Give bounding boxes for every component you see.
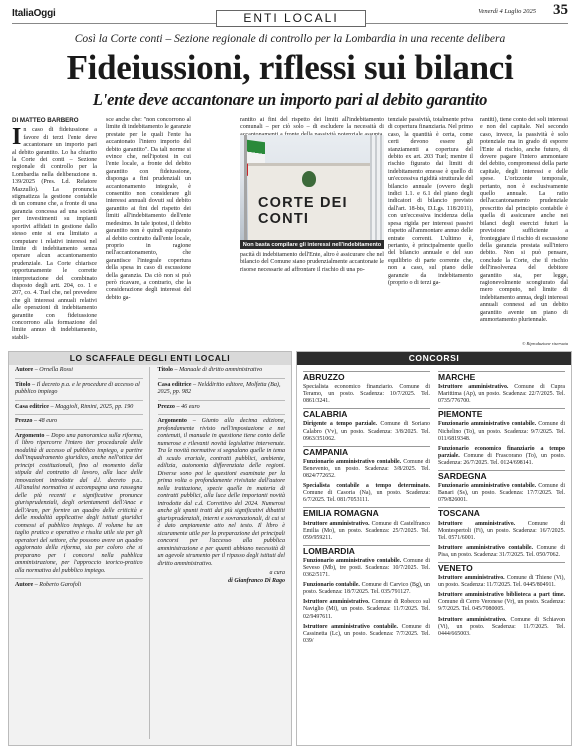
copyright-notice: © Riproduzione riservata (522, 340, 568, 346)
field-label: Autore (15, 367, 34, 373)
curator-name: di Gianfranco Di Rago (228, 577, 285, 584)
job-listing (303, 521, 430, 542)
job-title: Funzionario amministrativo contabile. (438, 483, 537, 490)
job-details: Comune di Soriano Calabro (Vv), un posto. Scadenza: 3/8/2025. Tel. 0963/351062. (303, 421, 430, 442)
article-column-4 (388, 117, 473, 287)
book-author: Ornella Rossi (39, 367, 73, 373)
region-heading: MARCHE (438, 371, 565, 381)
job-details: Comune di Frascorano (To), un posto. Scadenza: 26/7/2025. Tel. 0124/698141. (438, 452, 565, 466)
region-heading: VENETO (438, 562, 565, 572)
job-details: Comune di Montespertoli (Fi), un posto. Scadenza: 16/7/2025. Tel. 0571/6001. (438, 520, 565, 541)
job-title: Funzionario amministrativo contabile. (303, 458, 402, 465)
column-stripes (370, 135, 384, 240)
job-listing (438, 384, 565, 405)
job-title: Dirigente a tempo parziale. (303, 421, 378, 428)
region-heading: EMILIA ROMAGNA (303, 507, 430, 517)
article-column-1 (12, 117, 97, 342)
job-listing (303, 384, 430, 405)
book-review-2: Titolo – Manuale di diritto amministrativo Casa editrice – Nelddiritto editore, Molfetta (Ba), 2025, pp. 982 Prezzo – 46 euro Argomento – Giunto alla decima edizione, profondamente rivisto nell'impostazione e nei contenuti, il manuale in questione tiene conto delle numerose e rilevanti novità legislative intervenute. Tra le novità normative si segnalano quelle in tema di scudo erariale, contratti pubblici, ambiente, edilizia, autonomia differenziata delle regioni. Diverse sono poi le questioni esaminate per la prima volta o profondamente rivisitate dall'autore nella trattazione, specie quelle in materia di contratti pubblici, alla luce delle importanti novità introdotte dal c.d. Correttivo del 2024. Numerosi anche gli spunti tratti dai più significativi dibattiti giurisprudenziali, interni e sovranazionali, di cui si è dato ampiamente atto nel testo. Il libro è sicuramente utile per la preparazione dei principali concorsi per l'accesso alla pubblica amministrazione e per quanti abbiano necessità di un agevole strumento per il ripasso degli istituti del diritto amministrativo. a cura di Gianfranco Di Rago (157, 367, 286, 584)
job-title: Funzionario economico finanziario a tempo parziale. (438, 445, 565, 459)
article-deck: L'ente deve accantonare un importo pari al debito garantito (92, 90, 488, 109)
book-publisher: Nelddiritto editore, Molfetta (Ba), 2025, pp. 982 (157, 381, 281, 395)
region-heading: CALABRIA (303, 408, 430, 418)
region-heading: TOSCANA (438, 507, 565, 517)
building-sign: CORTE DEI CONTI (258, 195, 348, 227)
byline-author[interactable]: MATTEO BARBERO (19, 117, 79, 124)
section-label[interactable]: ENTI LOCALI (216, 10, 366, 27)
corte-dei-conti-photo[interactable] (240, 135, 384, 240)
article-text: n caso di fideiussione a favore di terzi l'ente deve accantonare un importo pari al debito garantito. Lo ha chiarito la Corte dei conti – Sezione regionale di controllo per la Lombardia nella deliberazione n. 139/2025 (Pres. Ld. Relatore Mazzullo). La pronuncia stigmatizza la gestione contabile di un comune che, a fronte di una garanzia concessa ad una società per investimenti su impianti sportivi affidati in gestione dallo stesso ente si era limitato a computare i relativi interessi nel limite di indebitamento senza operare alcun accantonamento prudenziale. La Corte chiarisce opportunamente le corrette interpretazione del combinato disposto degli artt. 204, co. 1 e 207, co. 4. Tuel che, nel prevedere che gli interessi annuali relativi alle operazioni di indebitamento garantite con fideiussione concorrono alla formazione del limite annuo di indebitamento, stabili- (12, 127, 97, 341)
book-price: 46 euro (181, 403, 200, 410)
curator-credit (158, 570, 286, 585)
article-column-5 (480, 117, 568, 324)
job-listing (438, 592, 565, 613)
region-heading: CAMPANIA (303, 446, 430, 456)
article-text: rantiti), tiene conto dei soli interessi e non del capitale. Nel secondo caso, invece, la passività è solo potenziale ma in grado di esporre l'Ente al rischio, anche futuro, di dovere pagare l'intero ammontare del debito, compromessi della parte capitale, degli interessi e delle spese. L'orizzonte temporale, pertanto, non è esclusivamente quello annuale. La ratio dell'accantonamento prudenziale prescritto dal principio contabile è quella di assicurare anche nei bilanci degli esercizi futuri la previsione sufficiente a fronteggiare il rischio di escussione della garanzia prestata sull'intero debito. Non si può pensare, conclude la Corte, che il rischio dell'insolvenza del debitore garantito sia, per legge, ragionevolmente scongiurato dal mero computo, nel limite di indebitamento annua, degli interessi annuali connessi ad un debito garantito avente un piano di ammortamento pluriennale. (480, 117, 568, 323)
job-listing (438, 617, 565, 638)
book-summary: Dopo una panoramica sulla riforma, il libro ripercorre l'intero iter procedurale delle modalità di accesso al pubblico impiego, a partire dall'inquadramento giuridico, anche nell'ottica dei principi costituzionali, fino al momento della stipula del contratto di lavoro, alla luce delle innovazioni introdotte dal d.l. decreto p.a.. All'analisi normativa si accompagna una rassegna delle più recenti e significative pronunce giurisprudenziali, degli orientamenti dell'Anac e dell'Aran, per fornire un quadro delle criticità e delle modalità applicative degli istituti giuridici connessi al pubblico impiego. Il volume ha un taglio pratico e operativo e risulta utile sia per gli operatori del settore, che possono avere un quadro aggiornato della riforma, sia per coloro che si preparano per i concorsi nella pubblica amministrazione, per l'approccio teorico-pratico alla normativa del pubblico impiego. (15, 432, 143, 574)
job-title: Istruttore amministrativo. (438, 616, 507, 623)
job-details: Comune di Nichelino (To), un posto. Scadenza: 9/7/2025. Tel. 011/6819348. (438, 421, 565, 442)
region-heading: ABRUZZO (303, 371, 430, 381)
job-title: Funzionario contabile. (303, 582, 360, 589)
job-listing (303, 459, 430, 480)
scaffale-header: LO SCAFFALE DEGLI ENTI LOCALI (9, 352, 291, 365)
job-title: Istruttore amministrativo biblioteca a part time. (438, 592, 565, 599)
job-title: Istruttore amministrativo contabile. (438, 544, 533, 551)
job-details: Comune di Seveso (Mb), tre posti. Scadenza: 10/7/2025. Tel. 0362/5171. (303, 557, 430, 579)
republic-emblem-icon (302, 171, 316, 187)
field-label: Titolo (15, 381, 31, 388)
job-listing (438, 521, 565, 542)
job-details: Comune di Thiene (Vi), un posto. Scadenza: 11/7/2025. Tel. 0445/804911. (438, 575, 565, 589)
job-title: Istruttore amministrativo. (438, 520, 516, 527)
job-title: Istruttore amministrativo. (303, 599, 370, 606)
job-listing (303, 624, 430, 645)
job-details: Comune di Cassinetta (Lc), un posto. Scadenza: 7/7/2025. Tel. 039/ (303, 623, 430, 644)
job-listing (438, 446, 565, 467)
job-details: Comune di Carvico (Bg), un posto. Scadenza: 18/7/2025. Tel. 035/791127. (303, 582, 430, 596)
article-column-3 (240, 117, 384, 135)
region-heading: LOMBARDIA (303, 545, 430, 555)
book-price: 48 euro (38, 418, 58, 424)
article-text: rantito ai fini del rispetto dei limiti all'indebitamento comunali – per ciò solo – di escludere la necessità di (240, 117, 384, 131)
job-details: Comune di Pisa, un posto. Scadenza: 31/7/2025. Tel. 050/7062. (438, 544, 565, 558)
book-title: Manuale di diritto amministrativo (179, 367, 263, 373)
job-title: Istruttore amministrativo contabile. (303, 623, 398, 630)
article-text: sce anche che: "non concorrono al limite di indebitamento le garanzie prestate per le quali l'ente ha accantonato l'intero importo del debito garantito". Da tali norme si evince che, nell'ipotesi in cui l'ente locale, a fronte del debito garantito con fideiussione, disponga a fini prudenziali un accantonamento integrale, è consentito non considerare gli interessi annuali dovuti sul debito garantito ai fini del rispetto dei limiti all'indebitamento dell'ente medesimo. In tale ipotesi, il debito garantito non è quindi equiparato al debito contratto dall'ente locale, proprio in ragione nell'accantonamento, che garantisce l'integrale copertura della spesa in caso di escussione della garanzia. Da ciò non si può però ricavare, a contrario, che la considerazione degli interessi del debito ga- (106, 117, 191, 301)
article-text: pacità di indebitamento dell'Ente, altro è assicurare che nel bilancio del Comune siano prudenzialmente accantonate le risorse necessarie ad affrontare il rischio di una po- (240, 252, 384, 273)
job-listing (303, 421, 430, 442)
job-title: Istruttore amministrativo. (438, 384, 509, 391)
job-listing (438, 545, 565, 559)
job-listing (438, 483, 565, 504)
job-listing (303, 599, 430, 620)
job-listing (303, 582, 430, 596)
field-label: Autore (15, 582, 34, 588)
article-headline[interactable]: Fideiussioni, riflessi sui bilanci (66, 48, 514, 87)
region-heading: SARDEGNA (438, 470, 565, 480)
concorsi-column-right (438, 368, 565, 741)
concorsi-column-left (303, 368, 430, 741)
book-summary: Giunto alla decima edizione, profondamente rivisto nell'impostazione e nei contenuti, il manuale in questione tiene conto delle numerose e rilevanti novità legislative intervenute. Tra le novità normative si segnalano quelle in tema di scudo erariale, contratti pubblici, ambiente, edilizia, autonomia differenziata delle regioni. Diverse sono poi le questioni esaminate per la prima volta o profondamente rivisitate dall'autore nella trattazione, specie quelle in materia di contratti pubblici, alla luce delle importanti novità introdotte dal c.d. Correttivo del 2024. Numerosi anche gli spunti tratti dai più significativi dibattiti giurisprudenziali, interni e sovranazionali, di cui si è dato ampiamente atto nel testo. Il libro è sicuramente utile per la preparazione dei principali concorsi per l'accesso alla pubblica amministrazione e per quanti abbiano necessità di un agevole strumento per il ripasso degli istituti del diritto amministrativo. (157, 418, 286, 567)
book-publisher: Maggioli, Rimini, 2025, pp. 190 (55, 403, 134, 410)
job-title: Funzionario amministrativo contabile. (438, 421, 537, 428)
field-label: Prezzo (15, 418, 33, 424)
concorsi-box (296, 351, 572, 746)
field-label: Prezzo (157, 403, 175, 410)
field-label: Argomento (157, 418, 187, 424)
job-details: Comune di Cerro Veronese (Vr), un posto. Scadenza: 9/7/2025. Tel. 045/7080005. (438, 599, 565, 613)
book-author: Roberto Garofoli (39, 582, 82, 588)
job-listing (303, 558, 430, 579)
byline-prefix: DI (12, 117, 19, 124)
field-label: Casa editrice (157, 381, 192, 388)
job-title: Specialista contabile a tempo determinato. (303, 483, 430, 490)
book-review-1: Autore – Ornella Rossi Titolo – Il decreto p.a. e le procedure di accesso al pubblico impiego Casa editrice – Maggioli, Rimini, 2025, pp. 190 Prezzo – 48 euro Argomento – Dopo una panoramica sulla riforma, il libro ripercorre l'intero iter procedurale delle modalità di accesso al pubblico impiego, a partire dall'inquadramento giuridico, anche nell'ottica dei principi costituzionali, fino al momento della stipula del contratto di lavoro, alla luce delle innovazioni introdotte dal d.l. decreto p.a.. All'analisi normativa si accompagna una rassegna delle più recenti e significative pronunce giurisprudenziali, degli orientamenti dell'Anac e dell'Aran, per fornire un quadro delle criticità e delle modalità applicative degli istituti giuridici connessi al pubblico impiego. Il volume ha un taglio pratico e operativo e risulta utile sia per gli operatori del settore, che possono avere un quadro aggiornato della riforma, sia per coloro che si preparano per i concorsi nella pubblica amministrazione, per l'approccio teorico-pratico alla normativa del pubblico impiego. Autore – Roberto Garofoli (15, 367, 150, 739)
job-details: Comune di Benevento, un posto. Scadenza: 3/8/2025. Tel. 0824/772652. (303, 458, 430, 480)
byline (12, 117, 97, 124)
job-details: Comune di Banari (Ss), un posto. Scadenza: 17/7/2025. Tel. 079/826001. (438, 483, 565, 504)
job-details: Comune di Castelfranco Emilia (Mo), un posto. Scadenza: 25/7/2025. Tel. 059/959211. (303, 520, 430, 541)
newspaper-logo[interactable]: ItaliaOggi (12, 8, 56, 19)
scaffale-box (8, 351, 292, 746)
article-paragraph (12, 124, 97, 342)
job-title: Istruttore amministrativo. (303, 520, 370, 527)
job-title: Funzionario amministrativo contabile. (303, 557, 402, 564)
field-label: Casa editrice (15, 403, 50, 410)
drop-cap: I (12, 124, 22, 151)
region-heading: PIEMONTE (438, 408, 565, 418)
job-listing (438, 575, 565, 589)
photo-caption: Non basta compilare gli interessi nell'indebitamento (240, 240, 384, 249)
job-details: Comune di Robecco sul Naviglio (Mi), un posto. Scadenza: 11/7/2025. Tel. 02/9497611. (303, 599, 430, 620)
article-column-2 (106, 117, 191, 302)
job-details: Comune di Cupra Marittima (Ap), un posto. Scadenza: 22/7/2025. Tel. 0735/776700. (438, 384, 565, 405)
concorsi-header: CONCORSI (297, 352, 571, 365)
job-title: Istruttore amministrativo. (438, 575, 505, 582)
job-details: Comune di Schiavon (Vi), un posto. Scadenza: 11/7/2025. Tel. 0444/665003. (438, 616, 565, 637)
job-details: Comune di Casoria (Na), un posto. Scadenza: 6/7/2025. Tel. 081/7053111. (303, 490, 430, 504)
article-text: tenziale passività, totalmente priva di copertura finanziaria. Nel primo caso, la quantità è certa, come certi devono essere gli stanziamenti a copertura del debito ex art. 203 Tuel; mentre il rischio figurato dai limiti di indebitamento emesse è quello di un'eccessiva rigidità strutturale del bilancio annuale (ovvero degli indici 1.1. e 6.1 del piano degli indicatori di bilancio previsto dall'art. 18-bis, D.Lgs. 118/2011), con un'eccessiva incidenza della spesa rigida per interessi passivi rispetto all'ammontare annuo delle entrate correnti. L'ultimo è, pertanto, è principalmente quello del bilancio annuale e del suo equilibrio di parte corrente che, non a caso, sul piano delle garanzie da indebitamento (proprio o di terzi ga- (388, 117, 473, 286)
curator-prefix: a cura (269, 570, 285, 576)
field-label: Argomento (15, 432, 45, 439)
field-label: Titolo (157, 367, 173, 373)
job-details: Specialista economico finanziario. Comune di Teramo, un posto. Scadenza: 10/7/2025. Tel. 0861/3241. (303, 384, 430, 405)
issue-date: Venerdì 4 Luglio 2025 (478, 8, 536, 15)
article-kicker: Così la Corte conti – Sezione regionale di controllo per la Lombardia in una recente delibera (74, 33, 506, 45)
book-title: Il decreto p.a. e le procedure di accesso al pubblico impiego (15, 381, 140, 395)
page-number: 35 (553, 2, 568, 18)
under-photo-text (240, 252, 384, 274)
job-listing (438, 421, 565, 442)
job-listing (303, 483, 430, 504)
